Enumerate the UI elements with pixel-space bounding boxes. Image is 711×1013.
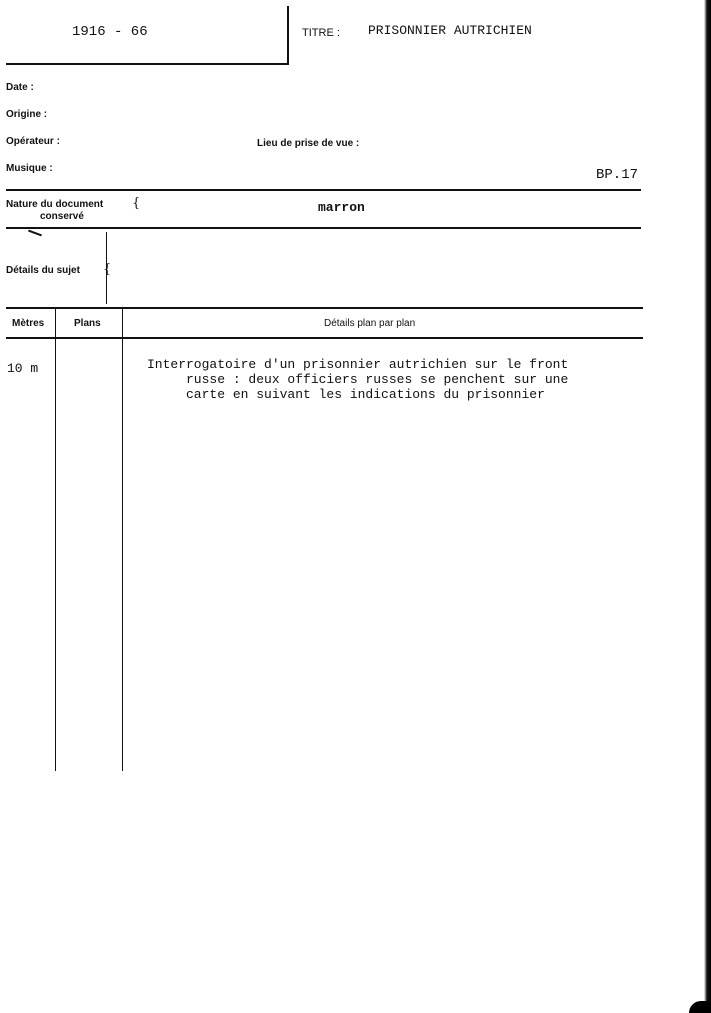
document-reference: 1916 - 66: [72, 24, 148, 40]
date-label: Date :: [6, 82, 34, 93]
nature-top-rule: [6, 189, 641, 191]
nature-value: marron: [318, 200, 365, 215]
table-header-rule: [6, 337, 643, 339]
operateur-label: Opérateur :: [6, 136, 60, 147]
header-divider-horizontal: [6, 63, 289, 65]
nature-label-line2: conservé: [40, 211, 84, 222]
table-col-divider-2: [122, 309, 123, 771]
col-header-plans: Plans: [74, 318, 101, 329]
table-col-divider-1: [55, 309, 56, 771]
musique-label: Musique :: [6, 163, 53, 174]
document-code: BP.17: [596, 167, 639, 183]
origine-label: Origine :: [6, 109, 48, 120]
col-header-details: Détails plan par plan: [324, 318, 416, 329]
nature-label-line1: Nature du document: [6, 199, 104, 210]
nature-brace: {: [132, 196, 141, 211]
scan-page-edge: [699, 0, 711, 1013]
title-label: TITRE :: [302, 27, 340, 39]
header-divider-vertical: [287, 6, 289, 64]
pen-mark: [28, 230, 42, 237]
sujet-brace: {: [103, 262, 112, 277]
col-header-metres: Mètres: [12, 318, 45, 329]
details-line-3: carte en suivant les indications du prisonnier: [147, 387, 545, 402]
lieu-label: Lieu de prise de vue :: [257, 138, 360, 149]
title-value: PRISONNIER AUTRICHIEN: [368, 23, 532, 38]
table-top-rule: [6, 307, 643, 309]
table-row-details: [147, 357, 568, 402]
sujet-label: Détails du sujet: [6, 265, 80, 276]
scan-page-corner: [689, 1001, 711, 1013]
nature-bottom-rule: [6, 227, 641, 229]
table-row-metres: 10 m: [7, 361, 39, 376]
details-line-1: Interrogatoire d'un prisonnier autrichien sur le front: [147, 357, 569, 372]
details-line-2: russe : deux officiers russes se penchent sur une: [147, 372, 569, 387]
